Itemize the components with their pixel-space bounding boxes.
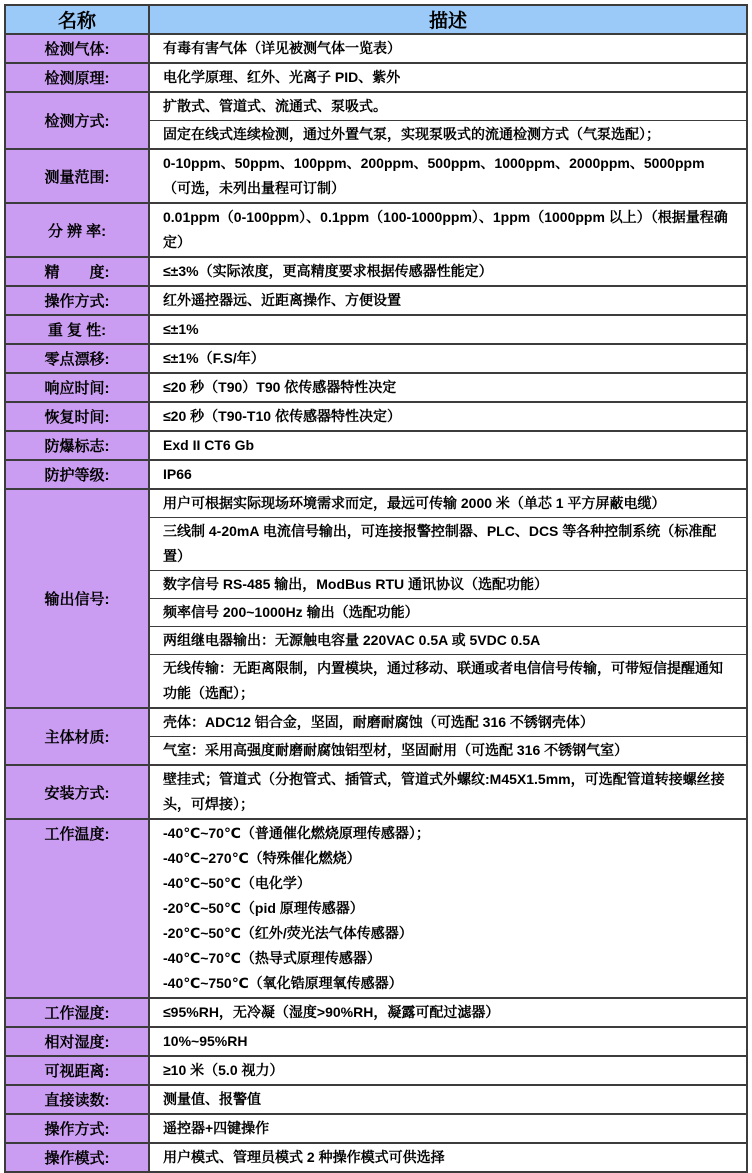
table-row xyxy=(5,460,747,489)
spec-description-line: -20℃~50℃（pid 原理传感器） xyxy=(163,900,364,916)
table-row xyxy=(5,765,747,819)
spec-description-line: 壁挂式；管道式（分抱管式、插管式，管道式外螺纹:M45X1.5mm，可选配管道转接螺丝接头，可焊接）； xyxy=(163,771,725,812)
spec-label: 检测气体: xyxy=(5,34,149,63)
spec-description-cell xyxy=(149,431,747,460)
table-row xyxy=(5,315,747,344)
spec-description-line: 数字信号 RS-485 输出，ModBus RTU 通讯协议（选配功能） xyxy=(163,576,549,592)
table-row xyxy=(5,998,747,1027)
spec-description-line: ≤±1% xyxy=(163,321,199,337)
spec-description-cell xyxy=(149,460,747,489)
spec-description-line: ≤95%RH，无冷凝（湿度>90%RH，凝露可配过滤器） xyxy=(163,1004,500,1020)
spec-description-cell xyxy=(149,1143,747,1172)
spec-label: 主体材质: xyxy=(5,708,149,765)
spec-description-line: -20℃~50℃（红外/荧光法气体传感器） xyxy=(163,925,413,941)
spec-label: 直接读数: xyxy=(5,1085,149,1114)
table-row xyxy=(5,373,747,402)
table-row xyxy=(5,92,747,121)
spec-description-line: -40℃~750℃（氧化锆原理氧传感器） xyxy=(163,975,403,991)
spec-description-cell xyxy=(149,1085,747,1114)
spec-label: 防爆标志: xyxy=(5,431,149,460)
spec-description-line: 用户模式、管理员模式 2 种操作模式可供选择 xyxy=(163,1149,445,1165)
table-row xyxy=(5,402,747,431)
spec-label: 输出信号: xyxy=(5,489,149,708)
header-desc-column: 描述 xyxy=(149,5,747,34)
table-row xyxy=(5,344,747,373)
spec-description-line: 无线传输：无距离限制，内置模块，通过移动、联通或者电信信号传输，可带短信提醒通知功能（选配）； xyxy=(163,660,723,701)
spec-description-cell xyxy=(149,1056,747,1085)
spec-description-cell xyxy=(149,257,747,286)
spec-description-cell xyxy=(149,373,747,402)
header-row xyxy=(5,5,747,34)
spec-description-cell xyxy=(149,344,747,373)
spec-label: 工作温度: xyxy=(5,819,149,998)
spec-label: 零点漂移: xyxy=(5,344,149,373)
spec-description-line: -40℃~70℃（普通催化燃烧原理传感器）； xyxy=(163,825,430,841)
spec-description-line: 固定在线式连续检测，通过外置气泵，实现泵吸式的流通检测方式（气泵选配）； xyxy=(163,126,660,142)
spec-label: 响应时间: xyxy=(5,373,149,402)
spec-description-line: 电化学原理、红外、光离子 PID、紫外 xyxy=(163,69,401,85)
table-row xyxy=(5,819,747,998)
spec-description-line: IP66 xyxy=(163,466,192,482)
table-row xyxy=(5,63,747,92)
spec-description-cell xyxy=(149,286,747,315)
table-row xyxy=(5,708,747,737)
spec-label: 恢复时间: xyxy=(5,402,149,431)
spec-description-cell xyxy=(149,655,747,709)
table-row xyxy=(5,1143,747,1172)
spec-label: 重 复 性: xyxy=(5,315,149,344)
spec-label: 工作湿度: xyxy=(5,998,149,1027)
spec-description-cell xyxy=(149,518,747,571)
spec-description-line: 用户可根据实际现场环境需求而定，最远可传输 2000 米（单芯 1 平方屏蔽电缆） xyxy=(163,495,666,511)
spec-description-cell xyxy=(149,765,747,819)
table-row xyxy=(5,1085,747,1114)
spec-description-line: （可选，未列出量程可订制） xyxy=(163,180,345,196)
table-row xyxy=(5,489,747,518)
spec-description-line: ≤20 秒（T90）T90 依传感器特性决定 xyxy=(163,379,397,395)
spec-description-line: 测量值、报警值 xyxy=(163,1091,261,1107)
spec-description-cell xyxy=(149,203,747,257)
spec-label: 防护等级: xyxy=(5,460,149,489)
spec-description-cell xyxy=(149,819,747,998)
spec-description-line: -40℃~270℃（特殊催化燃烧） xyxy=(163,850,361,866)
header-name-column: 名称 xyxy=(5,5,149,34)
table-row xyxy=(5,1056,747,1085)
table-row xyxy=(5,257,747,286)
spec-description-cell xyxy=(149,34,747,63)
spec-description-line: ≥10 米（5.0 视力） xyxy=(163,1062,284,1078)
spec-description-line: 遥控器+四键操作 xyxy=(163,1120,270,1136)
spec-description-line: 气室：采用高强度耐磨耐腐蚀铝型材，坚固耐用（可选配 316 不锈钢气室） xyxy=(163,742,629,758)
spec-label: 分 辨 率: xyxy=(5,203,149,257)
spec-description-line: 0-10ppm、50ppm、100ppm、200ppm、500ppm、1000ppm、2000ppm、5000ppm xyxy=(163,155,705,171)
spec-label: 测量范围: xyxy=(5,149,149,203)
table-row xyxy=(5,431,747,460)
spec-description-line: 扩散式、管道式、流通式、泵吸式。 xyxy=(163,98,387,114)
table-row xyxy=(5,286,747,315)
spec-description-line: -40℃~50℃（电化学） xyxy=(163,875,311,891)
spec-label: 相对湿度: xyxy=(5,1027,149,1056)
spec-description-cell xyxy=(149,315,747,344)
table-row xyxy=(5,203,747,257)
spec-description-cell xyxy=(149,737,747,766)
spec-label: 检测方式: xyxy=(5,92,149,149)
spec-description-line: 有毒有害气体（详见被测气体一览表） xyxy=(163,40,401,56)
spec-description-cell xyxy=(149,599,747,627)
spec-description-line: 三线制 4-20mA 电流信号输出，可连接报警控制器、PLC、DCS 等各种控制系统（标准配置） xyxy=(163,523,717,564)
spec-description-line: -40℃~70℃（热导式原理传感器） xyxy=(163,950,381,966)
spec-description-line: 0.01ppm（0-100ppm）、0.1ppm（100-1000ppm）、1ppm（1000ppm 以上）（根据量程确定） xyxy=(163,209,728,250)
spec-description-cell xyxy=(149,627,747,655)
spec-label: 操作模式: xyxy=(5,1143,149,1172)
spec-label: 检测原理: xyxy=(5,63,149,92)
spec-description-line: ≤20 秒（T90-T10 依传感器特性决定） xyxy=(163,408,401,424)
table-row xyxy=(5,149,747,203)
spec-label: 精 度: xyxy=(5,257,149,286)
spec-description-line: Exd II CT6 Gb xyxy=(163,437,255,453)
spec-description-cell xyxy=(149,489,747,518)
spec-description-line: ≤±3%（实际浓度，更高精度要求根据传感器性能定） xyxy=(163,263,493,279)
spec-label: 安装方式: xyxy=(5,765,149,819)
spec-description-cell xyxy=(149,998,747,1027)
spec-description-cell xyxy=(149,571,747,599)
spec-description-line: 10%~95%RH xyxy=(163,1033,248,1049)
spec-label: 可视距离: xyxy=(5,1056,149,1085)
spec-description-line: 壳体：ADC12 铝合金，坚固，耐磨耐腐蚀（可选配 316 不锈钢壳体） xyxy=(163,714,594,730)
spec-label: 操作方式: xyxy=(5,1114,149,1143)
table-row xyxy=(5,34,747,63)
spec-table xyxy=(4,4,748,1173)
spec-table-body xyxy=(5,34,747,1172)
spec-description-cell xyxy=(149,63,747,92)
spec-description-cell xyxy=(149,121,747,150)
table-row xyxy=(5,1114,747,1143)
spec-description-line: 两组继电器输出：无源触电容量 220VAC 0.5A 或 5VDC 0.5A xyxy=(163,632,541,648)
spec-description-cell xyxy=(149,149,747,203)
spec-description-cell xyxy=(149,1027,747,1056)
spec-description-cell xyxy=(149,708,747,737)
spec-description-line: ≤±1%（F.S/年） xyxy=(163,350,265,366)
spec-description-line: 红外遥控器远、近距离操作、方便设置 xyxy=(163,292,401,308)
spec-label: 操作方式: xyxy=(5,286,149,315)
spec-description-cell xyxy=(149,92,747,121)
spec-description-line: 频率信号 200~1000Hz 输出（选配功能） xyxy=(163,604,419,620)
table-row xyxy=(5,1027,747,1056)
spec-description-cell xyxy=(149,402,747,431)
spec-description-cell xyxy=(149,1114,747,1143)
